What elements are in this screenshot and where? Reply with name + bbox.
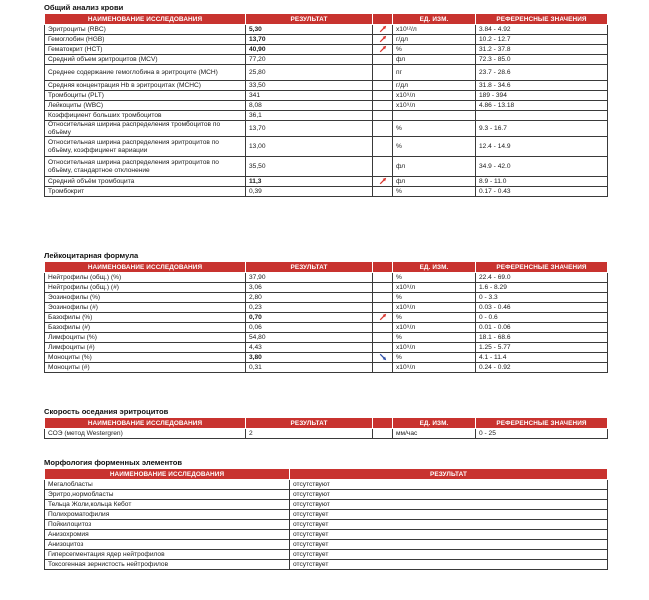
- test-unit: г/дл: [393, 81, 476, 91]
- test-result: 5,30: [246, 25, 373, 35]
- flag-cell: [373, 283, 393, 293]
- test-name: Анизохромия: [45, 530, 290, 540]
- test-unit: мм/час: [393, 429, 476, 439]
- table-row: [45, 25, 608, 35]
- test-unit: фл: [393, 55, 476, 65]
- test-unit: x10⁹/л: [393, 283, 476, 293]
- test-result: 4,43: [246, 343, 373, 353]
- test-unit: %: [393, 187, 476, 197]
- flag-cell: [373, 45, 393, 55]
- table-row: [45, 35, 608, 45]
- flag-cell: [373, 157, 393, 177]
- flag-cell: [373, 177, 393, 187]
- test-result: 0,39: [246, 187, 373, 197]
- leuko-col-header-4: РЕФЕРЕНСНЫЕ ЗНАЧЕНИЯ: [476, 262, 608, 273]
- reference-range: 1.6 - 8.29: [476, 283, 608, 293]
- test-name: Среднее содержание гемоглобина в эритроците (MCH): [45, 65, 246, 81]
- cbc-body: [45, 25, 608, 197]
- test-unit: %: [393, 293, 476, 303]
- test-name: Нейтрофилы (общ.) (#): [45, 283, 246, 293]
- test-name: Средний объём тромбоцита: [45, 177, 246, 187]
- flag-cell: [373, 333, 393, 343]
- reference-range: 4.86 - 13.18: [476, 101, 608, 111]
- test-name: Моноциты (#): [45, 363, 246, 373]
- reference-range: 0.03 - 0.46: [476, 303, 608, 313]
- reference-range: 72.3 - 85.0: [476, 55, 608, 65]
- test-unit: x10⁹/л: [393, 363, 476, 373]
- test-result: 3,06: [246, 283, 373, 293]
- table-row: [45, 273, 608, 283]
- table-row: [45, 540, 608, 550]
- reference-range: 8.9 - 11.0: [476, 177, 608, 187]
- reference-range: 9.3 - 16.7: [476, 121, 608, 137]
- reference-range: [476, 111, 608, 121]
- reference-range: 12.4 - 14.9: [476, 137, 608, 157]
- flag-cell: [373, 273, 393, 283]
- test-result: 2: [246, 429, 373, 439]
- test-name: Анизоцитоз: [45, 540, 290, 550]
- table-row: [45, 55, 608, 65]
- morph-col-header-1: РЕЗУЛЬТАТ: [290, 469, 608, 480]
- reference-range: 23.7 - 28.6: [476, 65, 608, 81]
- test-unit: фл: [393, 177, 476, 187]
- test-name: СОЭ (метод Westergren): [45, 429, 246, 439]
- test-name: Гиперсегментация ядер нейтрофилов: [45, 550, 290, 560]
- reference-range: 4.1 - 11.4: [476, 353, 608, 363]
- test-name: Средний объем эритроцитов (MCV): [45, 55, 246, 65]
- test-name: Эозинофилы (%): [45, 293, 246, 303]
- test-result: 25,80: [246, 65, 373, 81]
- table-row: [45, 137, 608, 157]
- table-row: [45, 323, 608, 333]
- test-result: 13,70: [246, 35, 373, 45]
- leuko-col-header-2: [373, 262, 393, 273]
- test-unit: %: [393, 137, 476, 157]
- reference-range: 1.25 - 5.77: [476, 343, 608, 353]
- test-unit: %: [393, 45, 476, 55]
- flag-cell: [373, 55, 393, 65]
- flag-cell: [373, 353, 393, 363]
- arrow-up-icon: [379, 177, 387, 185]
- test-name: Мегалобласты: [45, 480, 290, 490]
- flag-cell: [373, 293, 393, 303]
- test-result: 0,23: [246, 303, 373, 313]
- esr-col-header-3: ЕД. ИЗМ.: [393, 418, 476, 429]
- arrow-up-icon: [379, 25, 387, 33]
- table-row: [45, 520, 608, 530]
- esr-body: [45, 429, 608, 439]
- esr-col-header-1: РЕЗУЛЬТАТ: [246, 418, 373, 429]
- test-result: отсутствует: [290, 550, 608, 560]
- table-row: [45, 157, 608, 177]
- test-name: Тромбоциты (PLT): [45, 91, 246, 101]
- test-name: Относительная ширина распределения тромбоцитов по объёму: [45, 121, 246, 137]
- test-result: 54,80: [246, 333, 373, 343]
- reference-range: 0 - 25: [476, 429, 608, 439]
- test-result: отсутствует: [290, 560, 608, 570]
- test-result: 11,3: [246, 177, 373, 187]
- morph-section-title: Морфология форменных элементов: [44, 458, 183, 467]
- test-name: Эритроциты (RBC): [45, 25, 246, 35]
- table-row: [45, 91, 608, 101]
- flag-cell: [373, 323, 393, 333]
- arrow-up-icon: [379, 313, 387, 321]
- table-row: [45, 500, 608, 510]
- table-row: [45, 429, 608, 439]
- test-name: Тельца Жоли,кольца Кебот: [45, 500, 290, 510]
- test-result: 36,1: [246, 111, 373, 121]
- flag-cell: [373, 313, 393, 323]
- reference-range: 10.2 - 12.7: [476, 35, 608, 45]
- esr-header-row: [45, 418, 608, 429]
- test-name: Тромбокрит: [45, 187, 246, 197]
- test-name: Относительная ширина распределения эритроцитов по объёму, стандартное отклонение: [45, 157, 246, 177]
- leuko-body: [45, 273, 608, 373]
- table-row: [45, 343, 608, 353]
- leuko-section-title: Лейкоцитарная формула: [44, 251, 139, 260]
- table-row: [45, 313, 608, 323]
- reference-range: 189 - 394: [476, 91, 608, 101]
- cbc-col-header-1: РЕЗУЛЬТАТ: [246, 14, 373, 25]
- leuko-table: [44, 261, 608, 373]
- table-row: [45, 560, 608, 570]
- test-name: Гематокрит (HCT): [45, 45, 246, 55]
- table-row: [45, 480, 608, 490]
- test-name: Моноциты (%): [45, 353, 246, 363]
- flag-cell: [373, 91, 393, 101]
- test-name: Лимфоциты (%): [45, 333, 246, 343]
- test-unit: %: [393, 273, 476, 283]
- table-row: [45, 353, 608, 363]
- test-unit: x10⁹/л: [393, 303, 476, 313]
- flag-cell: [373, 81, 393, 91]
- flag-cell: [373, 363, 393, 373]
- cbc-col-header-4: РЕФЕРЕНСНЫЕ ЗНАЧЕНИЯ: [476, 14, 608, 25]
- reference-range: 3.84 - 4.92: [476, 25, 608, 35]
- flag-cell: [373, 25, 393, 35]
- flag-cell: [373, 187, 393, 197]
- flag-cell: [373, 111, 393, 121]
- cbc-header-row: [45, 14, 608, 25]
- flag-cell: [373, 429, 393, 439]
- test-unit: %: [393, 313, 476, 323]
- leuko-col-header-0: НАИМЕНОВАНИЕ ИССЛЕДОВАНИЯ: [45, 262, 246, 273]
- test-result: 3,80: [246, 353, 373, 363]
- test-result: 0,70: [246, 313, 373, 323]
- test-result: 40,90: [246, 45, 373, 55]
- esr-col-header-0: НАИМЕНОВАНИЕ ИССЛЕДОВАНИЯ: [45, 418, 246, 429]
- arrow-up-icon: [379, 35, 387, 43]
- test-unit: %: [393, 333, 476, 343]
- test-name: Эритро,нормобласты: [45, 490, 290, 500]
- esr-col-header-4: РЕФЕРЕНСНЫЕ ЗНАЧЕНИЯ: [476, 418, 608, 429]
- cbc-section-title: Общий анализ крови: [44, 3, 124, 12]
- table-row: [45, 65, 608, 81]
- table-row: [45, 283, 608, 293]
- flag-cell: [373, 303, 393, 313]
- test-name: Эозинофилы (#): [45, 303, 246, 313]
- test-unit: x10¹²/л: [393, 25, 476, 35]
- test-name: Лимфоциты (#): [45, 343, 246, 353]
- table-row: [45, 81, 608, 91]
- test-unit: x10⁹/л: [393, 91, 476, 101]
- test-unit: %: [393, 353, 476, 363]
- test-result: 77,20: [246, 55, 373, 65]
- cbc-col-header-2: [373, 14, 393, 25]
- test-result: 33,50: [246, 81, 373, 91]
- reference-range: 31.8 - 34.6: [476, 81, 608, 91]
- table-row: [45, 101, 608, 111]
- test-unit: x10⁹/л: [393, 343, 476, 353]
- test-name: Относительная ширина распределения эритроцитов по объёму, коэффициент вариации: [45, 137, 246, 157]
- arrow-down-icon: [379, 353, 387, 361]
- table-row: [45, 303, 608, 313]
- test-unit: %: [393, 121, 476, 137]
- reference-range: 0.17 - 0.43: [476, 187, 608, 197]
- test-name: Нейтрофилы (общ.) (%): [45, 273, 246, 283]
- table-row: [45, 490, 608, 500]
- morph-body: [45, 480, 608, 570]
- cbc-col-header-0: НАИМЕНОВАНИЕ ИССЛЕДОВАНИЯ: [45, 14, 246, 25]
- reference-range: 0 - 3.3: [476, 293, 608, 303]
- table-row: [45, 177, 608, 187]
- table-row: [45, 111, 608, 121]
- esr-section-title: Скорость оседания эритроцитов: [44, 407, 169, 416]
- flag-cell: [373, 65, 393, 81]
- reference-range: 18.1 - 68.6: [476, 333, 608, 343]
- table-row: [45, 510, 608, 520]
- reference-range: 0.24 - 0.92: [476, 363, 608, 373]
- reference-range: 0 - 0.6: [476, 313, 608, 323]
- test-result: 13,00: [246, 137, 373, 157]
- test-result: 35,50: [246, 157, 373, 177]
- test-result: 37,90: [246, 273, 373, 283]
- esr-table: [44, 417, 608, 439]
- test-unit: x10⁹/л: [393, 101, 476, 111]
- test-result: отсутствуют: [290, 500, 608, 510]
- test-result: 8,08: [246, 101, 373, 111]
- test-name: Средняя концентрация Hb в эритроцитах (MCHC): [45, 81, 246, 91]
- table-row: [45, 530, 608, 540]
- test-name: Токсогенная зернистость нейтрофилов: [45, 560, 290, 570]
- test-unit: г/дл: [393, 35, 476, 45]
- table-row: [45, 45, 608, 55]
- test-result: отсутствует: [290, 540, 608, 550]
- test-result: 0,31: [246, 363, 373, 373]
- flag-cell: [373, 343, 393, 353]
- table-row: [45, 121, 608, 137]
- test-name: Гемоглобин (HGB): [45, 35, 246, 45]
- flag-cell: [373, 101, 393, 111]
- reference-range: 22.4 - 69.0: [476, 273, 608, 283]
- leuko-header-row: [45, 262, 608, 273]
- test-name: Пойкилоцитоз: [45, 520, 290, 530]
- table-row: [45, 550, 608, 560]
- test-result: 13,70: [246, 121, 373, 137]
- cbc-table: [44, 13, 608, 197]
- test-name: Базофилы (%): [45, 313, 246, 323]
- test-result: отсутствует: [290, 530, 608, 540]
- morph-table: [44, 468, 608, 570]
- table-row: [45, 333, 608, 343]
- test-result: отсутствует: [290, 510, 608, 520]
- test-result: 2,80: [246, 293, 373, 303]
- morph-col-header-0: НАИМЕНОВАНИЕ ИССЛЕДОВАНИЯ: [45, 469, 290, 480]
- test-name: Лейкоциты (WBC): [45, 101, 246, 111]
- flag-cell: [373, 137, 393, 157]
- table-row: [45, 187, 608, 197]
- leuko-col-header-1: РЕЗУЛЬТАТ: [246, 262, 373, 273]
- test-name: Базофилы (#): [45, 323, 246, 333]
- test-unit: [393, 111, 476, 121]
- morph-header-row: [45, 469, 608, 480]
- test-unit: пг: [393, 65, 476, 81]
- test-unit: фл: [393, 157, 476, 177]
- test-unit: x10⁹/л: [393, 323, 476, 333]
- test-name: Полихроматофилия: [45, 510, 290, 520]
- test-result: отсутствуют: [290, 490, 608, 500]
- test-name: Коэффициент больших тромбоцитов: [45, 111, 246, 121]
- reference-range: 31.2 - 37.8: [476, 45, 608, 55]
- table-row: [45, 293, 608, 303]
- test-result: 341: [246, 91, 373, 101]
- test-result: 0,06: [246, 323, 373, 333]
- cbc-col-header-3: ЕД. ИЗМ.: [393, 14, 476, 25]
- table-row: [45, 363, 608, 373]
- flag-cell: [373, 35, 393, 45]
- reference-range: 34.9 - 42.0: [476, 157, 608, 177]
- test-result: отсутствуют: [290, 480, 608, 490]
- flag-cell: [373, 121, 393, 137]
- leuko-col-header-3: ЕД. ИЗМ.: [393, 262, 476, 273]
- test-result: отсутствует: [290, 520, 608, 530]
- esr-col-header-2: [373, 418, 393, 429]
- arrow-up-icon: [379, 45, 387, 53]
- reference-range: 0.01 - 0.06: [476, 323, 608, 333]
